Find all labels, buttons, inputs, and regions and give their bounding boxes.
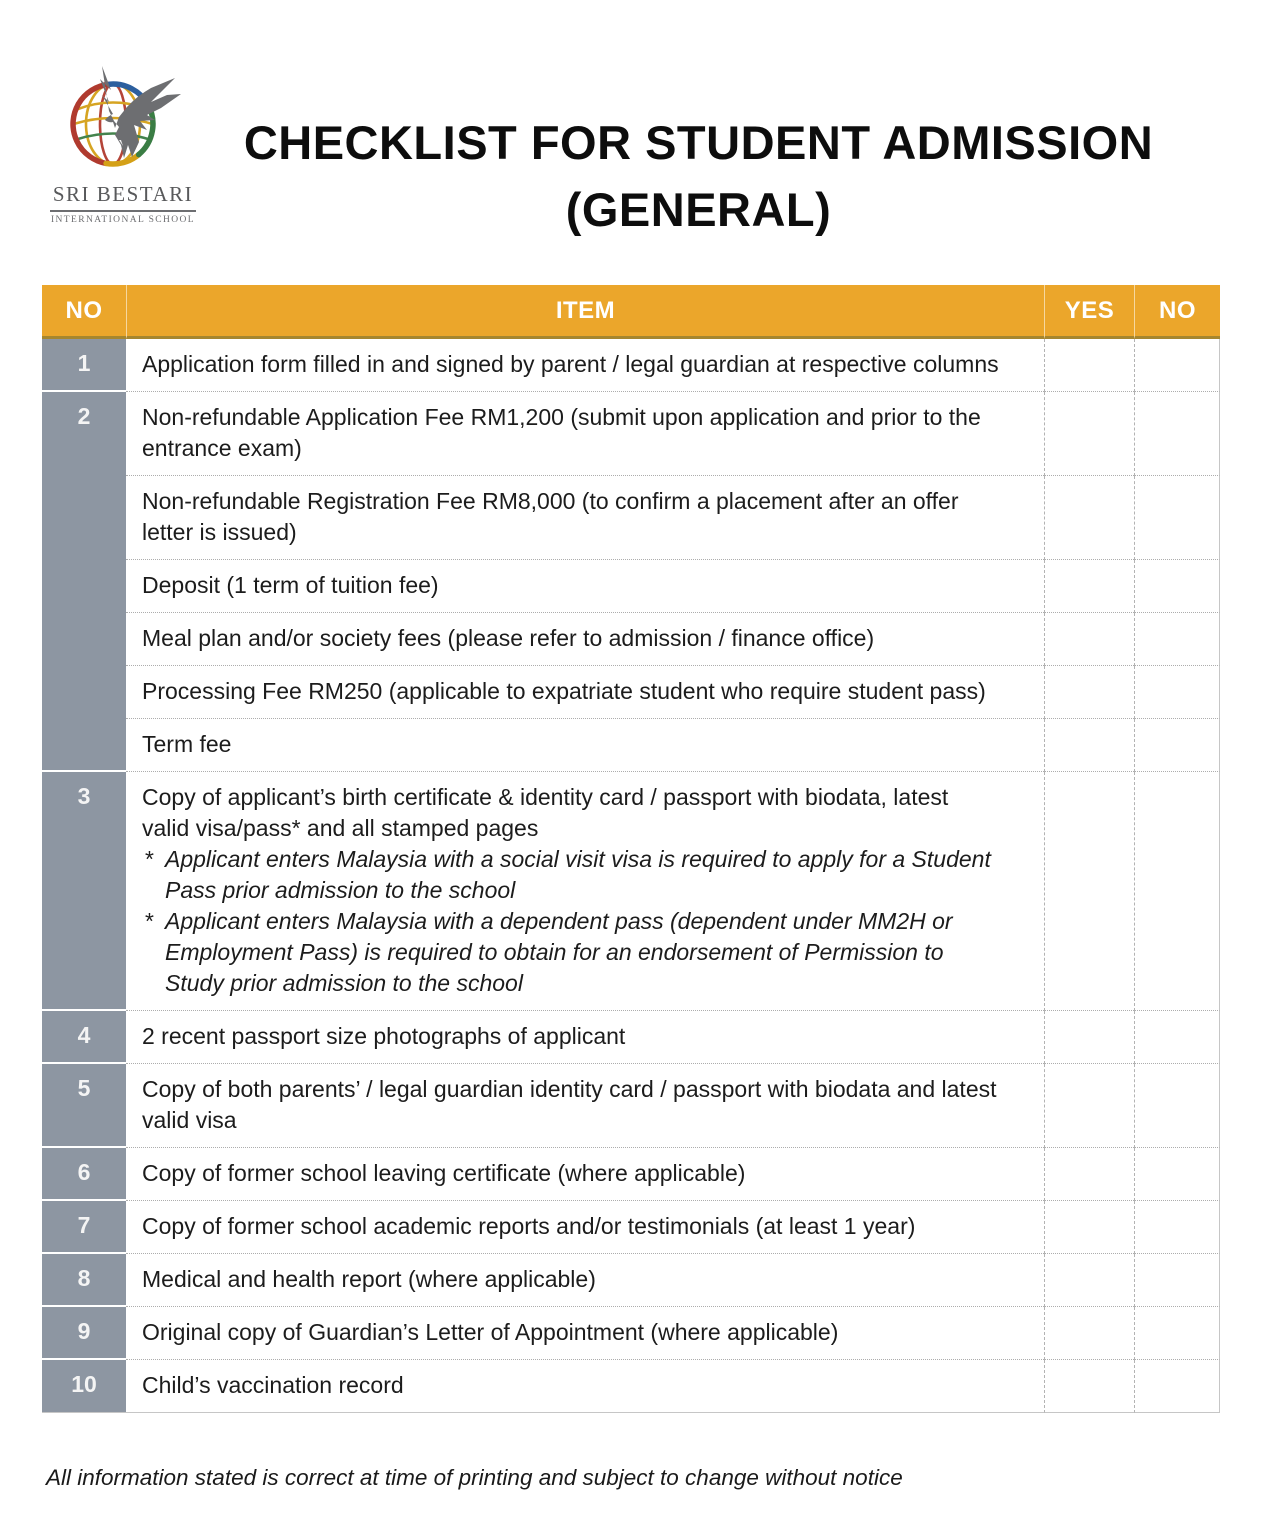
table-row bbox=[42, 1307, 1220, 1360]
item-text: 2 recent passport size photographs of applicant bbox=[126, 1011, 1044, 1064]
item-note: * Applicant enters Malaysia with a dependent pass (dependent under MM2H or Employment Pass) is required to obtain for an endorsement of Permission to Study prior admission to the school bbox=[144, 908, 953, 997]
yes-checkbox-cell[interactable] bbox=[1044, 1360, 1134, 1413]
item-text: Medical and health report (where applicable) bbox=[126, 1254, 1044, 1307]
item-text: Original copy of Guardian’s Letter of Appointment (where applicable) bbox=[126, 1307, 1044, 1360]
checklist-body bbox=[42, 339, 1220, 1413]
yes-checkbox-cell[interactable] bbox=[1044, 666, 1134, 719]
table-row bbox=[42, 476, 1220, 560]
row-number: 6 bbox=[42, 1148, 126, 1201]
yes-checkbox-cell[interactable] bbox=[1044, 1201, 1134, 1254]
yes-checkbox-cell[interactable] bbox=[1044, 1307, 1134, 1360]
row-number: 9 bbox=[42, 1307, 126, 1360]
header-item: ITEM bbox=[126, 285, 1044, 339]
item-text: Term fee bbox=[126, 719, 1044, 772]
row-number: 2 bbox=[42, 392, 126, 772]
item-notes bbox=[142, 844, 1000, 999]
document-header bbox=[0, 0, 1269, 243]
school-logo bbox=[48, 62, 198, 225]
item-text: Non-refundable Application Fee RM1,200 (submit upon application and prior to the entrance exam) bbox=[126, 392, 1044, 476]
yes-checkbox-cell[interactable] bbox=[1044, 560, 1134, 613]
no-checkbox-cell[interactable] bbox=[1134, 719, 1220, 772]
no-checkbox-cell[interactable] bbox=[1134, 1064, 1220, 1148]
checklist-table-wrap bbox=[42, 285, 1220, 1413]
globe-eagle-icon bbox=[61, 62, 185, 180]
table-row bbox=[42, 392, 1220, 476]
item-text: Deposit (1 term of tuition fee) bbox=[126, 560, 1044, 613]
table-row bbox=[42, 560, 1220, 613]
item-text: Meal plan and/or society fees (please refer to admission / finance office) bbox=[126, 613, 1044, 666]
row-number: 3 bbox=[42, 772, 126, 1011]
no-checkbox-cell[interactable] bbox=[1134, 772, 1220, 1011]
table-row bbox=[42, 666, 1220, 719]
yes-checkbox-cell[interactable] bbox=[1044, 1254, 1134, 1307]
page-title bbox=[198, 110, 1229, 243]
table-row bbox=[42, 1360, 1220, 1413]
no-checkbox-cell[interactable] bbox=[1134, 339, 1220, 392]
table-row bbox=[42, 772, 1220, 1011]
header-yes: YES bbox=[1044, 285, 1134, 339]
no-checkbox-cell[interactable] bbox=[1134, 1254, 1220, 1307]
yes-checkbox-cell[interactable] bbox=[1044, 1011, 1134, 1064]
row-number: 8 bbox=[42, 1254, 126, 1307]
item-text: Processing Fee RM250 (applicable to expatriate student who require student pass) bbox=[126, 666, 1044, 719]
no-checkbox-cell[interactable] bbox=[1134, 1307, 1220, 1360]
admission-checklist-table bbox=[42, 285, 1220, 1413]
yes-checkbox-cell[interactable] bbox=[1044, 772, 1134, 1011]
school-name: SRI BESTARI bbox=[52, 182, 194, 206]
table-row bbox=[42, 1148, 1220, 1201]
table-row bbox=[42, 613, 1220, 666]
logo-divider bbox=[50, 210, 196, 212]
no-checkbox-cell[interactable] bbox=[1134, 613, 1220, 666]
table-header-row bbox=[42, 285, 1220, 339]
school-subtitle: INTERNATIONAL SCHOOL bbox=[50, 215, 195, 225]
no-checkbox-cell[interactable] bbox=[1134, 476, 1220, 560]
yes-checkbox-cell[interactable] bbox=[1044, 719, 1134, 772]
table-row bbox=[42, 1064, 1220, 1148]
item-text: Copy of applicant’s birth certificate & identity card / passport with biodata, latest valid visa/pass* and all stamped pages * Applicant enters Malaysia with a social visit visa is required to apply for a Student Pass prior admission to the school * Applicant enters Malaysia with a dependent pass (dependent under MM2H or Employment Pass) is required to obtain for an endorsement of Permission to Study prior admission to the school bbox=[126, 772, 1044, 1011]
item-text: Copy of both parents’ / legal guardian identity card / passport with biodata and latest valid visa bbox=[126, 1064, 1044, 1148]
row-number: 1 bbox=[42, 339, 126, 392]
row-number: 4 bbox=[42, 1011, 126, 1064]
row-number: 7 bbox=[42, 1201, 126, 1254]
no-checkbox-cell[interactable] bbox=[1134, 1360, 1220, 1413]
yes-checkbox-cell[interactable] bbox=[1044, 392, 1134, 476]
table-row bbox=[42, 339, 1220, 392]
footer-disclaimer: All information stated is correct at time of printing and subject to change without notice bbox=[46, 1465, 903, 1491]
table-row bbox=[42, 1254, 1220, 1307]
item-text: Child’s vaccination record bbox=[126, 1360, 1044, 1413]
item-text: Copy of former school leaving certificate (where applicable) bbox=[126, 1148, 1044, 1201]
table-row bbox=[42, 1011, 1220, 1064]
yes-checkbox-cell[interactable] bbox=[1044, 1148, 1134, 1201]
no-checkbox-cell[interactable] bbox=[1134, 1011, 1220, 1064]
eagle-icon bbox=[100, 66, 181, 158]
row-number: 5 bbox=[42, 1064, 126, 1148]
yes-checkbox-cell[interactable] bbox=[1044, 1064, 1134, 1148]
no-checkbox-cell[interactable] bbox=[1134, 1148, 1220, 1201]
item-text: Non-refundable Registration Fee RM8,000 (to confirm a placement after an offer letter is issued) bbox=[126, 476, 1044, 560]
header-no: NO bbox=[42, 285, 126, 339]
header-no-2: NO bbox=[1134, 285, 1220, 339]
yes-checkbox-cell[interactable] bbox=[1044, 476, 1134, 560]
no-checkbox-cell[interactable] bbox=[1134, 666, 1220, 719]
item-note: * Applicant enters Malaysia with a social visit visa is required to apply for a Student Pass prior admission to the school bbox=[144, 846, 991, 904]
item-text: Application form filled in and signed by parent / legal guardian at respective columns bbox=[126, 339, 1044, 392]
yes-checkbox-cell[interactable] bbox=[1044, 339, 1134, 392]
title-line-2: (GENERAL) bbox=[565, 182, 832, 236]
item-text: Copy of former school academic reports and/or testimonials (at least 1 year) bbox=[126, 1201, 1044, 1254]
yes-checkbox-cell[interactable] bbox=[1044, 613, 1134, 666]
row-number: 10 bbox=[42, 1360, 126, 1413]
no-checkbox-cell[interactable] bbox=[1134, 392, 1220, 476]
title-line-1: CHECKLIST FOR STUDENT ADMISSION bbox=[243, 116, 1154, 169]
no-checkbox-cell[interactable] bbox=[1134, 1201, 1220, 1254]
table-row bbox=[42, 1201, 1220, 1254]
no-checkbox-cell[interactable] bbox=[1134, 560, 1220, 613]
table-row bbox=[42, 719, 1220, 772]
